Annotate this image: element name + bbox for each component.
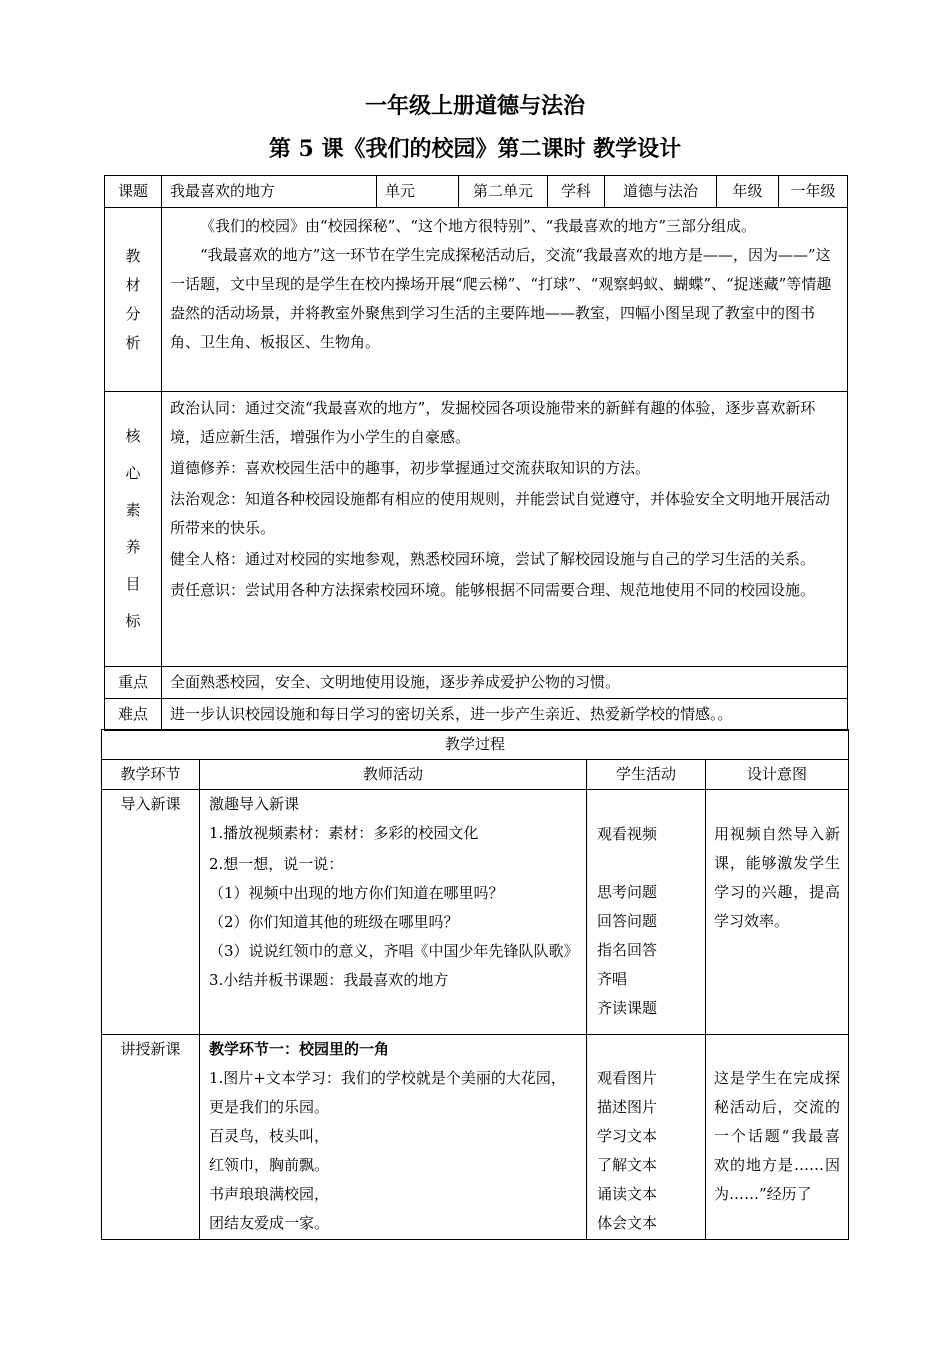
analysis-paragraph: “我最喜欢的地方”这一环节在学生完成探秘活动后，交流“我最喜欢的地方是——，因为——”这一话题，文中呈现的是学生在校内操场开展“爬云梯”、“打球”、“观察蚂蚁、蝴蝶”、“捉迷藏”等情趣盎然的活动场景，并将教室外聚焦到学习生活的主要阵地——教室，四幅小图呈现了教室中的图书角、卫生角、板报区、生物角。 (170, 246, 832, 351)
key-point-label: 重点 (105, 667, 162, 699)
header-stage: 教学环节 (102, 760, 200, 790)
student-activity: 观看视频 思考问题 回答问题 指名回答 齐唱 齐读课题 (587, 790, 706, 1035)
difficulty-text: 进一步认识校园设施和每日学习的密切关系，进一步产生亲近、热爱新学校的情感。。 (162, 699, 848, 731)
goal-item: 政治认同：通过交流“我最喜欢的地方”，发掘校园各项设施带来的新鲜有趣的体验，逐步喜欢新环境，适应新生活，增强作为小学生的自豪感。 (170, 399, 816, 446)
teaching-process-table (101, 729, 849, 1240)
stage-cell: 导入新课 (102, 790, 200, 1035)
teacher-activity: 教学环节一：校园里的一角 1.图片+文本学习：我们的学校就是个美丽的大花园，更是我们的乐园。 百灵鸟，枝头叫， 红领巾，胸前飘。 书声琅琅满校园， 团结友爱成一家。 (200, 1035, 587, 1240)
design-intent: 这是学生在完成探秘活动后，交流的一个话题“我最喜欢的地方是……因为……”经历了 (706, 1035, 849, 1240)
grade-label: 年级 (717, 176, 779, 208)
design-intent: 用视频自然导入新课，能够激发学生学习的兴趣，提高学习效率。 (706, 790, 849, 1035)
header-teacher: 教师活动 (200, 760, 587, 790)
analysis-content (162, 208, 848, 392)
document-subtitle: 第 5 课《我们的校园》第二课时 教学设计 (268, 136, 682, 162)
analysis-label: 教 材 分 析 (105, 208, 162, 392)
subject-label: 学科 (548, 176, 605, 208)
document-title: 一年级上册道德与法治 (364, 93, 585, 119)
unit-value: 第二单元 (459, 176, 548, 208)
topic-value: 我最喜欢的地方 (162, 176, 377, 208)
student-activity: 观看图片 描述图片 学习文本 了解文本 诵读文本 体会文本 (587, 1035, 706, 1240)
table-row (102, 1035, 849, 1240)
header-intent: 设计意图 (706, 760, 849, 790)
goal-item: 责任意识：尝试用各种方法探索校园环境。能够根据不同需要合理、规范地使用不同的校园设施。 (170, 581, 816, 599)
unit-label: 单元 (377, 176, 459, 208)
goal-item: 法治观念：知道各种校园设施都有相应的使用规则，并能尝试自觉遵守，并体验安全文明地开展活动所带来的快乐。 (170, 490, 831, 537)
teacher-activity: 激趣导入新课 1.播放视频素材：素材：多彩的校园文化 2.想一想，说一说： （1）视频中出现的地方你们知道在哪里吗？ （2）你们知道其他的班级在哪里吗？ （3）说说红领巾的意义，齐唱《中国少年先锋队队歌》 3.小结并板书课题：我最喜欢的地方 (200, 790, 587, 1035)
key-point-text: 全面熟悉校园，安全、文明地使用设施，逐步养成爱护公物的习惯。 (162, 667, 848, 699)
stage-cell: 讲授新课 (102, 1035, 200, 1240)
goals-content (162, 392, 848, 667)
goals-label: 核 心 素 养 目 标 (105, 392, 162, 667)
process-title: 教学过程 (102, 730, 849, 760)
subject-value: 道德与法治 (605, 176, 717, 208)
goal-item: 健全人格：通过对校园的实地参观，熟悉校园环境，尝试了解校园设施与自己的学习生活的关系。 (170, 550, 816, 568)
analysis-paragraph: 《我们的校园》由“校园探秘”、“这个地方很特别”、“我最喜欢的地方”三部分组成。 (200, 217, 757, 235)
grade-value: 一年级 (779, 176, 848, 208)
goal-item: 道德修养：喜欢校园生活中的趣事，初步掌握通过交流获取知识的方法。 (170, 459, 651, 477)
table-row (102, 790, 849, 1035)
topic-label: 课题 (105, 176, 162, 208)
lesson-info-table (104, 175, 848, 731)
header-student: 学生活动 (587, 760, 706, 790)
difficulty-label: 难点 (105, 699, 162, 731)
